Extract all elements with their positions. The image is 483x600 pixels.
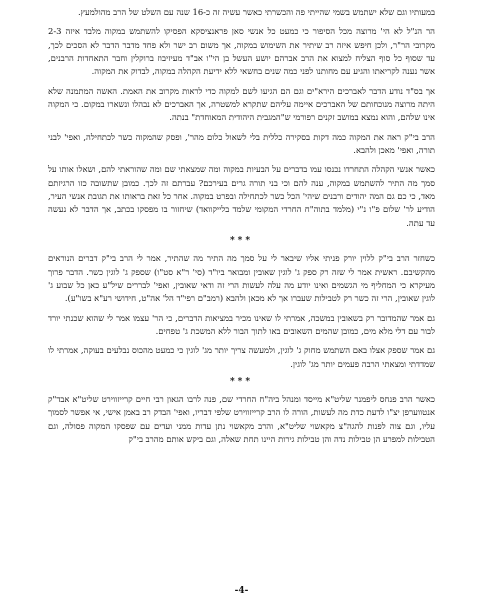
- section-separator: ***: [229, 236, 254, 247]
- paragraph: כאשר הרב פנחס ליפמנר שליט"א מייסד ומנהל ביה"ח החרדי שם, פנה לרבו הגאון רבי חיים קרייזווירט שליט"א אבד"ק אנטווערפן יצ"ו לדעת כדת מה לעשות, הורה לו הרב קרייזווירט שלפי דבריו, ואפי' הבדק רב באמן אישי, אי אפשר לסמוך עליו, וגם צוה לפנות להגה"צ מקאשוי שליט"א, והרב מקאשוי נתן עדות ממני ועדים עם שפסקו המקוה פסולה, וגם הטבילות למפרע הן טבילות נדה והן טבילות גירות היינו תחת שאלה, וגם ביקש אותם מהרב בי"ק: [48, 393, 435, 444]
- paragraph: הרב בי"ק ראה את המקוה כמה דקות בסקירה כללית בלי לשאול כלום מהר', ופסק שהמקוה כשר לכתחילה, ואפי' לבני תורה, ואפי' מאכן ולהבא.: [48, 131, 435, 156]
- paragraph: גם אמר שספק אצלו באם השתמש מחוק ג' לוגין, ולמעשה צריך יותר מג' לוגין כי כמעט מהכוס נבלעים בעוקה, אמרתי לו שמדדתי ומצאתי הרבה פעמים יותר מג' לוגין.: [48, 345, 435, 369]
- paragraph: הר הנ"ל לא הי' מרוצה מכל הסיפור כי כמעט כל אנשי סאן פראנציסקא הפסיקו להשתמש במקוה מלבד איזה 2-3 מקרובי הר"ר, ולכן חיפש איזה רב שיתיר את השימוש במקוה, אך משום רב ישר ולא פחד מדבר הדבר לא הסכים לכך, עד שסוף כל סוף הצליח למצוא את הרב אברהם יושע העשל בן הי"ו אב"ד מעיזיבוז ברוקלין וחבר התאחדות הרבנים, אשר נענה לקריאתו והגיע עם מחותנו לפני כמה שנים בחשאי ללא ידיעת הקהלה במקוה, לבדוק את המקוה.: [48, 26, 435, 77]
- paragraph: במעותיו וגם שלא ישתמש בשמי שהייתי פה והכשרתי כאשר עשיה זה כ-16 שנה עם השלט של הרב מהולמעץ.: [77, 7, 435, 17]
- paragraph: כאשר אנשי הקהלה התחרדו נכנסו עמו בדברים על הבעיות במקוה ומה שמצאתי שם ומה שהוראתי להם, ושאלו אותו על סמך מה התיר להשתמש במקוה, ענה להם וכי בני תורה גרים בעירכם? עברתם זה לכך. כמובן שתשובה כזו הרגיזתם מאד, כי כם גם המה יהודים ורבנים שיהי' הכל כשר לכתחילה ובפרט במקוה. אחר כל זאת בראותו את תגובת אנשי העיר, הודיע לר' שלום פ"ו נ"י (מלמד בתוה"ח החרדי המקומי שלמד בלייקוואד) שיחזור בו מפסקו בכתב, אך הדבר לא נעשה עד עתה.: [48, 164, 435, 228]
- paragraph: אך בס"ד נודע הדבר לאברכים הירא"ים וגם הם הגיעו לשם למקוה כדי לראות מקרוב את האמת. האשה המתמנה שלא היתה מרוצה מנוכחותם של האברכים איימה עליהם שתקרא למשטרה, אך האברכים לא נבהלו ונשארו במקום. כי המקוה אינו שלהם, והוא נמצא במושב זקנים רפורמי ש"המגבית היהודית המאוחדת" בנתה.: [48, 85, 435, 123]
- section-separator: ***: [229, 376, 254, 387]
- page-number: -4-: [234, 586, 249, 596]
- paragraph: כשחזר הרב בי"ק ללוין יורק פניתי אליו שיבאר לי על סמך מה התיר מה שהתיר, אמר לי הרב בי"ק דברים הנוראים מהקשיבם. ראשית אמר לי שזה רק ספק ג' לוגין שאובין ומבואר ביו"ד (סי' ר"א סט"ו) שספק ג' לוגין כשר. הדבר פרוך מעיקרא כי המחליף מי הגשמים ואינו יודע מה עלה לעשות הרי זה ודאי שאובין, ואפי' לבררים שיל"ע כאן כל שבוע ג' לוגין שאובין, הרי זה כשר רק לטבילות שעברו אך לא מכאן ולהבא (רמב"ם רפי"ד הל' אה"ט, חידושי רע"א בשו"ע).: [48, 253, 435, 304]
- paragraph: גם אמר שהמדובר רק בשאובין במשכה, אמרתי לו שאינו מכיר במציאות הדברים, כי הר' עצמו אמר לי שהוא שכנתי יורד לבור עם דלי מלא מים, כמובן שהמים השאובים באו לתוך הבור ללא המשכת ג' טפחים.: [48, 312, 435, 336]
